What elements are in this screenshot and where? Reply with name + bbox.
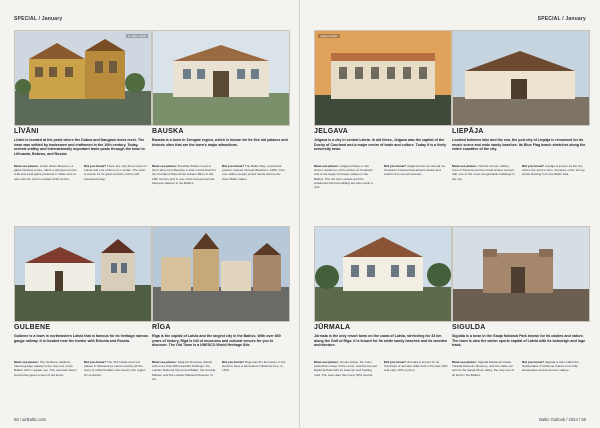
livani-photo-caption: In Līvāni, Latvia	[127, 34, 146, 38]
jelgava-lead: Jelgava is a city in central Latvia. In old times, Jelgava was the capital of the Duchy of Courland and a major centre of trade and culture. Today it is a lively university town.	[314, 138, 447, 152]
riga-did-you-know	[222, 360, 286, 373]
bauska-photo-art	[153, 31, 289, 125]
did-you-know-label: Did you know?	[84, 360, 106, 364]
sigulda-title: SIGULDA	[452, 324, 486, 331]
gulbene-must-see-text: The Gulbene–Alūksne narrow-gauge railway is the only one in the Baltics still in regular use. The restored steam locomotive gives a view of old times.	[14, 360, 77, 377]
left-page-header: SPECIAL / January	[14, 16, 63, 22]
sigulda-did-you-know	[522, 360, 586, 373]
livani-must-see	[14, 164, 78, 181]
riga-must-see	[152, 360, 216, 381]
riga-lead: Rīga is the capital of Latvia and the largest city in the Baltics. With over 800 years of history, Rīga is full of museums and cultural venues for you to discover. The Old Town is a UNESCO World Heritage Site.	[152, 334, 281, 348]
must-see-label: Must-see places:	[152, 360, 177, 364]
jurmala-did-you-know	[384, 360, 448, 373]
gulbene-photo	[14, 226, 152, 322]
livani-photo	[14, 30, 152, 126]
livani-photo-art	[15, 31, 151, 125]
bauska-must-see	[152, 164, 216, 185]
liepaja-did-you-know	[522, 164, 586, 177]
right-page-footer: Baltic Outlook / 2024 / 59	[539, 417, 586, 422]
liepaja-photo-art	[453, 31, 589, 125]
sigulda-photo	[452, 226, 590, 322]
bauska-did-you-know	[222, 164, 286, 181]
jurmala-title: JŪRMALA	[314, 324, 351, 331]
gulbene-did-you-know-text: The Old Castle and new palace in Stāmeriena manor nearby tell the story of noble families who lived in the region for centuries.	[84, 360, 146, 377]
did-you-know-label: Did you know?	[384, 360, 406, 364]
liepaja-must-see	[452, 164, 516, 181]
jelgava-did-you-know-text: Jelgava hosts an annual Ice Sculpture Festival that attracts artists and visitors from across Europe.	[384, 164, 446, 177]
jurmala-photo-art	[315, 227, 451, 321]
sigulda-did-you-know-text: Sigulda is also called the Switzerland of Vidzeme thanks to its hilly landscapes and deep river valleys.	[522, 360, 579, 373]
jelgava-did-you-know	[384, 164, 448, 177]
riga-photo-art	[153, 227, 289, 321]
must-see-label: Must-see places:	[314, 360, 339, 364]
gulbene-must-see	[14, 360, 78, 377]
riga-title: RĪGA	[152, 324, 171, 331]
must-see-label: Must-see places:	[452, 360, 477, 364]
jurmala-lead: Jūrmala is the only resort town on the coast of Latvia, stretching for 33 km along the Gulf of Riga. It is known for its white sandy beaches and its wooden architecture.	[314, 334, 447, 348]
jelgava-photo-caption: Jelgava Palace	[320, 34, 338, 38]
gulbene-title: GULBENE	[14, 324, 51, 331]
jurmala-photo	[314, 226, 452, 322]
livani-did-you-know	[84, 164, 148, 181]
sigulda-lead: Sigulda is a town in the Gauja National Park known for its castles and nature. The town is also the winter sports capital of Latvia with its bobsleigh and luge track.	[452, 334, 586, 348]
must-see-label: Must-see places:	[14, 360, 39, 364]
bauska-photo	[152, 30, 290, 126]
right-page-header: SPECIAL / January	[537, 16, 586, 22]
must-see-label: Must-see places:	[152, 164, 177, 168]
liepaja-title: LIEPĀJA	[452, 128, 484, 135]
did-you-know-label: Did you know?	[384, 164, 406, 168]
jelgava-photo	[314, 30, 452, 126]
jelgava-must-see-text: Jelgava Palace is the former residence of the Dukes of Courland and is the largest baroque palace in the Baltics. The old town streets and the Academia Petrina building are also worth a visit.	[314, 164, 373, 190]
livani-lead: Līvāni is located at the point where the Dubna and Daugava rivers meet. The town was settled by tradesmen and craftsmen in the 16th century. Today, several craftsy and internationally important trade posts through the town to Lithuania, Belarus, and Russia.	[14, 138, 145, 156]
livani-did-you-know-text: There are only three towns in Latvia and one of them is in Līvāni. The town is known for its glass and the craft is still practised today.	[84, 164, 147, 181]
liepaja-must-see-text: Visit the former military town of Karosta and the Great Amber concert hall, one of the most recognisable buildings in the city.	[452, 164, 515, 181]
liepaja-photo	[452, 30, 590, 126]
did-you-know-label: Did you know?	[84, 164, 106, 168]
must-see-label: Must-see places:	[14, 164, 39, 168]
jelgava-photo-art	[315, 31, 451, 125]
sigulda-must-see-text: Sigulda Medieval Castle, Turaida Museum Reserve, and the cable car across the Gauja River valley, the only one of its kind in the Baltics.	[452, 360, 515, 377]
sigulda-photo-art	[453, 227, 589, 321]
jurmala-must-see-text: Jomas Street, the main pedestrian street of the resort, and the Kemeri National Park with its swamps and healing mud. The town also has many SPA resorts.	[314, 360, 378, 377]
jurmala-must-see	[314, 360, 378, 377]
sigulda-must-see	[452, 360, 516, 377]
riga-must-see-text: Rīga Art Nouveau district with more than 800 beautiful buildings, the Latvian National Opera and Ballet, the Central Market, and the Latvian National Museum of Art.	[152, 360, 216, 381]
did-you-know-label: Did you know?	[222, 360, 244, 364]
jelgava-must-see	[314, 164, 378, 189]
gulbene-photo-art	[15, 227, 151, 321]
bauska-lead: Bauska is a town in Zemgale region, which is known for its fine old palaces and historic sites that are the town's major attractions.	[152, 138, 288, 147]
liepaja-did-you-know-text: Liepāja is known as the city where the wind is born, because of the strong winds blowing from the Baltic Sea.	[522, 164, 585, 177]
bauska-did-you-know-text: The Baltic Way, a peaceful protest, passed through Bauska in 1989. Over one million people joined hands across the three Baltic states.	[222, 164, 286, 181]
bauska-title: BAUSKA	[152, 128, 184, 135]
jurmala-did-you-know-text: Jūrmala is known for its hundreds of wooden villas built in the late 19th and early 20th century.	[384, 360, 448, 373]
left-page-footer: 58 / airBaltic.com	[14, 417, 47, 422]
riga-did-you-know-text: Rīga was the first place in the world to have a decorated Christmas tree, in 1510.	[222, 360, 286, 373]
livani-title: LĪVĀNI	[14, 128, 39, 135]
gulbene-did-you-know	[84, 360, 148, 377]
gulbene-lead: Gulbene is a town in northeastern Latvia that is famous for its heritage narrow-gauge railway. It is located near the border with Estonia and Russia.	[14, 334, 149, 343]
did-you-know-label: Did you know?	[522, 360, 544, 364]
liepaja-lead: Located between lake and the sea, the port city of Liepāja is renowned for its music scene and wide sandy beaches. Its Blue Flag beach stretches along the entire coastline of the city.	[452, 138, 586, 152]
must-see-label: Must-see places:	[314, 164, 339, 168]
right-page	[300, 0, 600, 428]
jelgava-title: JELGAVA	[314, 128, 349, 135]
bauska-must-see-text: Rundāle Palace is just a short drive from Bauska. It was constructed for the Courland Duke Ernst Johann Biron in the 18th century and is one of the best-preserved baroque palaces in the Baltics.	[152, 164, 216, 185]
livani-must-see-text: Līvāni Glass Museum, a glass-blowing centre, offers a glimpse into the craft and local glass production. Make sure to also visit the town's Latvian Craft Centre.	[14, 164, 77, 181]
did-you-know-label: Did you know?	[522, 164, 544, 168]
riga-photo	[152, 226, 290, 322]
must-see-label: Must-see places:	[452, 164, 477, 168]
did-you-know-label: Did you know?	[222, 164, 244, 168]
